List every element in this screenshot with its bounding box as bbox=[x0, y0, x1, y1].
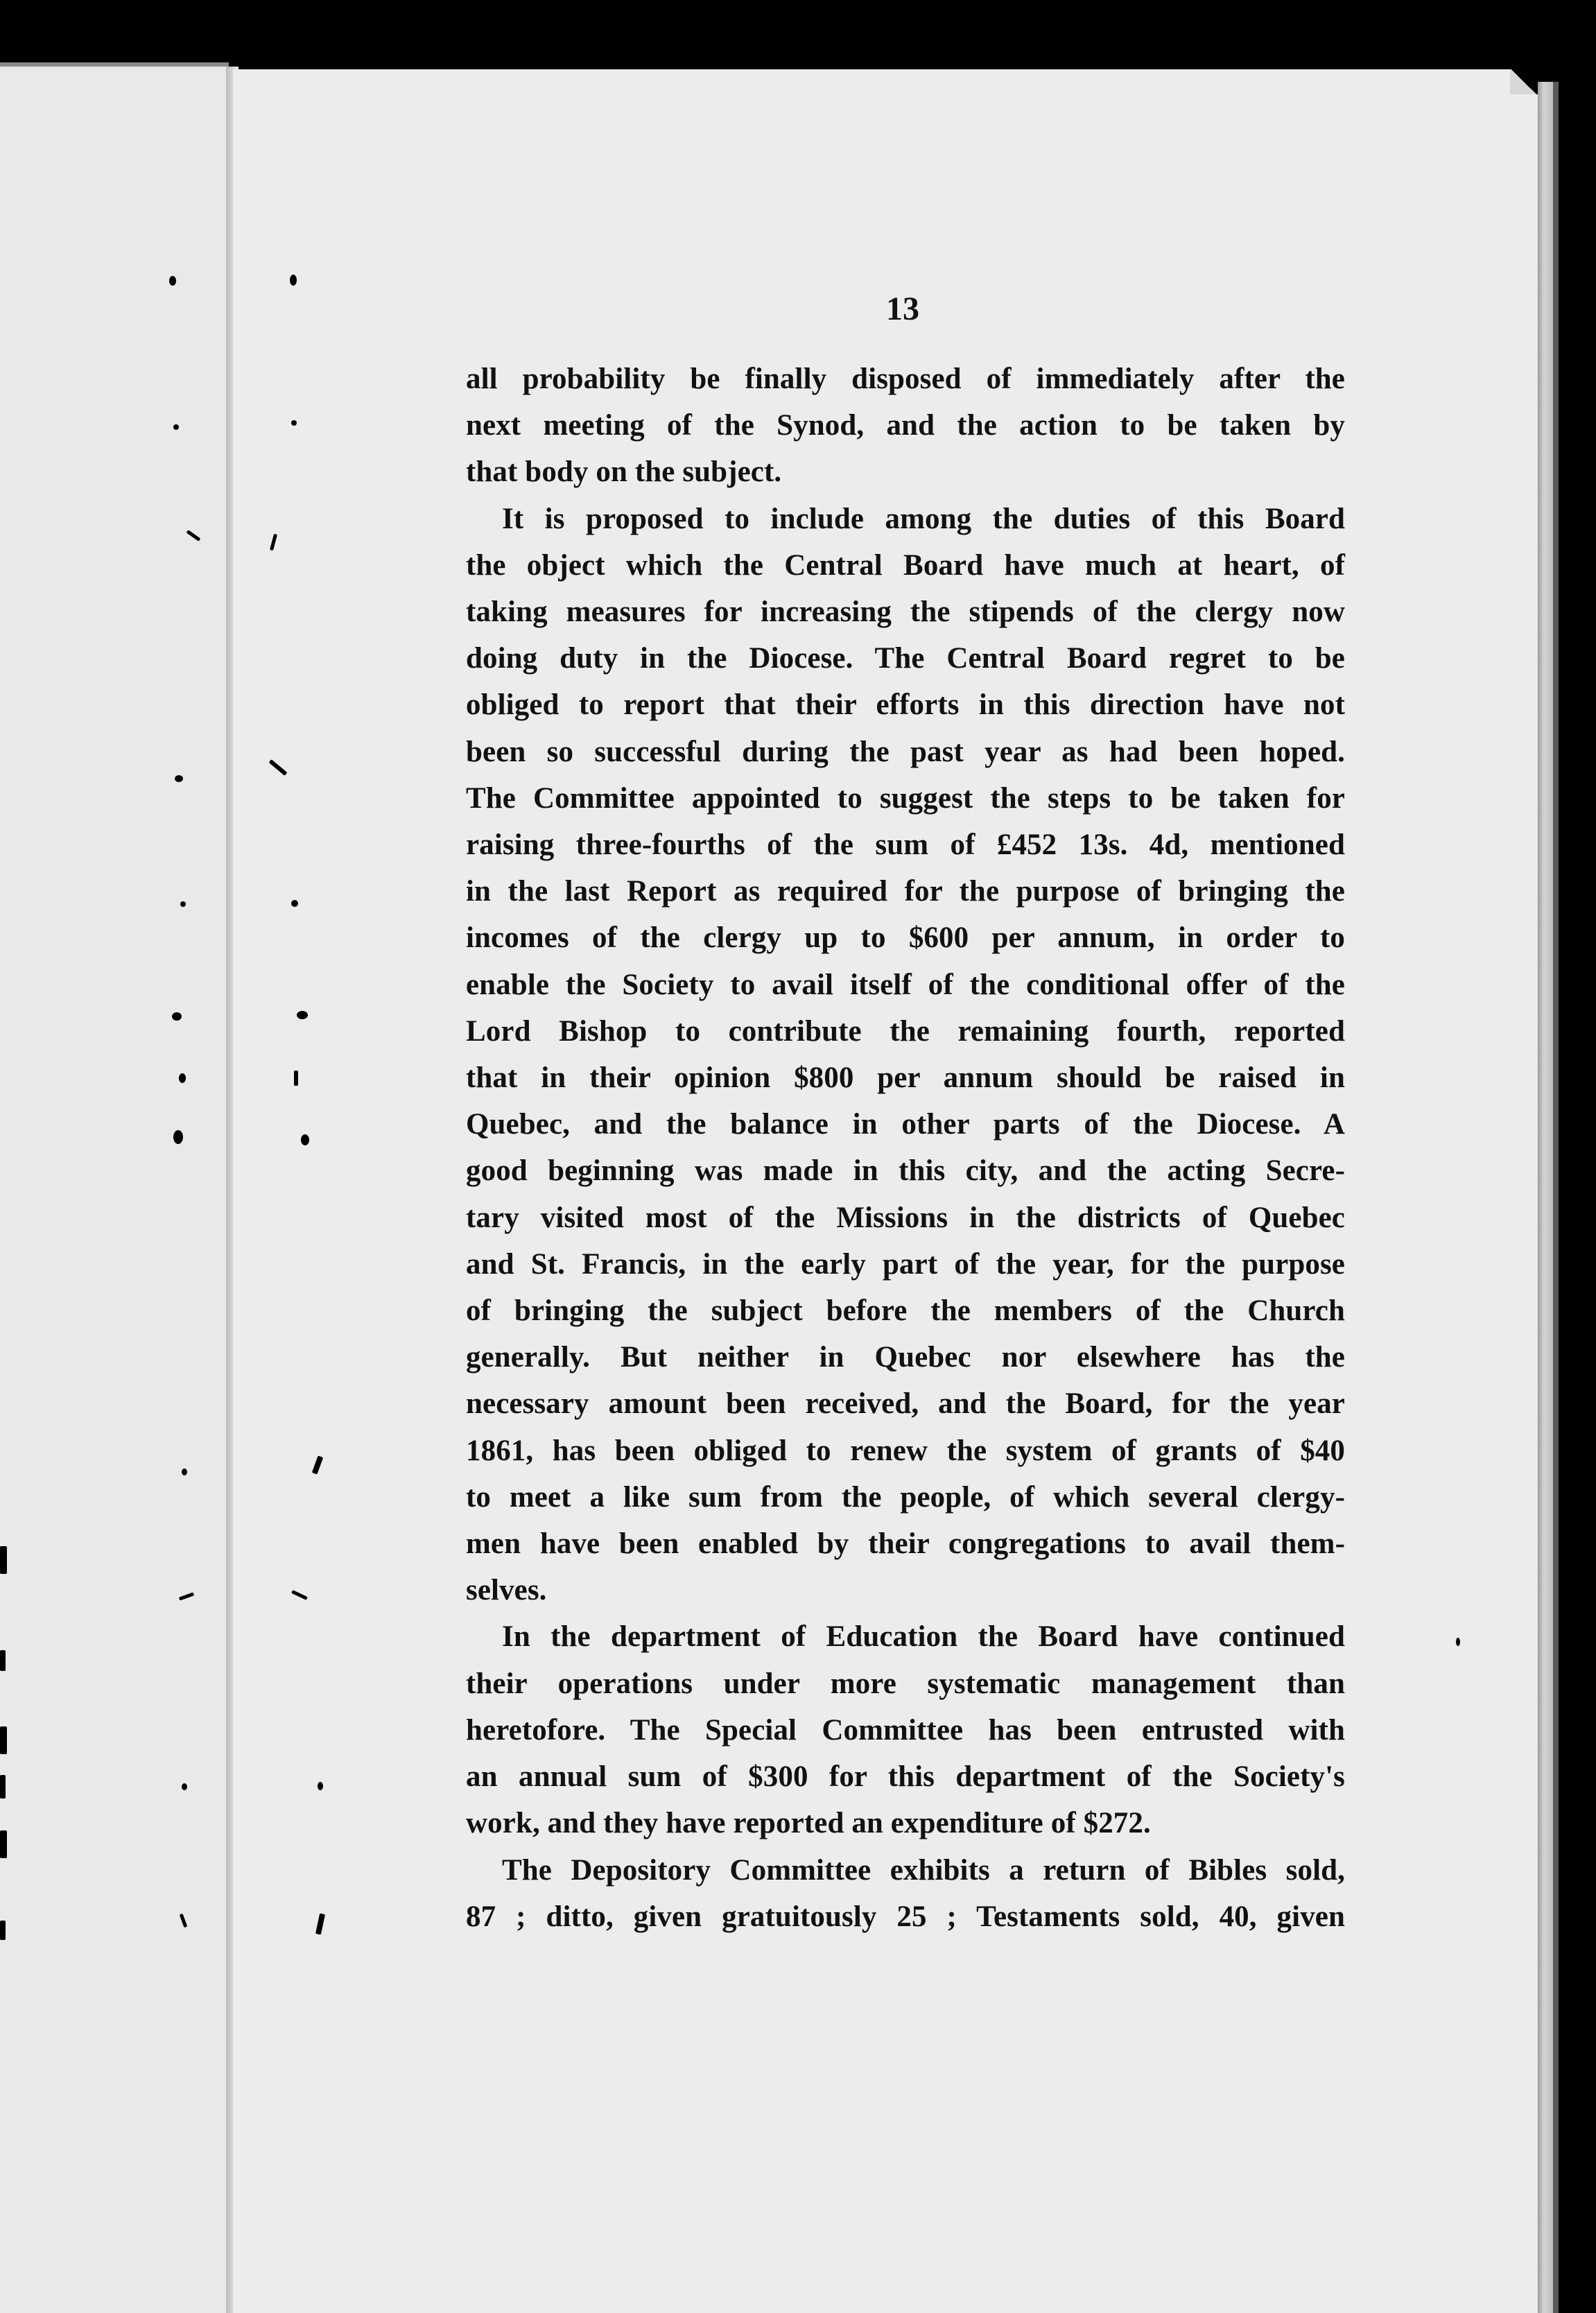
text-line: obliged to report that their efforts in this direction have not bbox=[466, 688, 1345, 722]
margin-mark bbox=[854, 10, 864, 19]
margin-mark bbox=[291, 900, 298, 907]
body-text bbox=[466, 356, 1345, 1940]
page-corner-fold bbox=[1510, 69, 1538, 94]
margin-mark bbox=[172, 1012, 182, 1021]
left-page-text-fragment bbox=[0, 1650, 6, 1671]
margin-mark bbox=[291, 420, 297, 426]
text-line: Lord Bishop to contribute the remaining fourth, reported bbox=[466, 1014, 1345, 1048]
text-line: to meet a like sum from the people, of which several clergy- bbox=[466, 1480, 1345, 1514]
margin-mark bbox=[179, 1073, 186, 1083]
text-line: that in their opinion $800 per annum should be raised in bbox=[466, 1062, 1345, 1095]
page-number: 13 bbox=[886, 291, 919, 327]
text-line: selves. bbox=[466, 1574, 547, 1607]
margin-mark bbox=[169, 276, 176, 286]
left-page-text-fragment bbox=[0, 1726, 7, 1754]
text-line: 87 ; ditto, given gratuitously 25 ; Testaments sold, 40, given bbox=[466, 1900, 1345, 1933]
text-line: raising three-fourths of the sum of £452 13s. 4d, mentioned bbox=[466, 829, 1345, 862]
text-line: men have been enabled by their congregations to avail them- bbox=[466, 1527, 1345, 1561]
text-line: generally. But neither in Quebec nor elsewhere has the bbox=[466, 1341, 1345, 1374]
left-page bbox=[0, 67, 229, 2313]
text-line: an annual sum of $300 for this department of the Society's bbox=[466, 1760, 1345, 1794]
text-line: doing duty in the Diocese. The Central Board regret to be bbox=[466, 642, 1345, 675]
text-line: 1861, has been obliged to renew the system of grants of $40 bbox=[466, 1434, 1345, 1467]
text-line: incomes of the clergy up to $600 per annum, in order to bbox=[466, 921, 1345, 955]
margin-mark bbox=[180, 901, 186, 907]
margin-mark bbox=[173, 424, 179, 430]
margin-mark bbox=[182, 1783, 187, 1790]
text-line: the object which the Central Board have much at heart, of bbox=[466, 548, 1345, 582]
text-line: The Depository Committee exhibits a return of Bibles sold, bbox=[502, 1853, 1345, 1887]
text-line: The Committee appointed to suggest the steps to be taken for bbox=[466, 781, 1345, 815]
text-line: their operations under more systematic management than bbox=[466, 1667, 1345, 1700]
margin-mark bbox=[301, 1134, 309, 1145]
margin-mark bbox=[290, 275, 297, 286]
text-line: all probability be finally disposed of immediately after the bbox=[466, 363, 1345, 395]
text-line: taking measures for increasing the stipends of the clergy now bbox=[466, 596, 1345, 629]
text-line: of bringing the subject before the members of the Church bbox=[466, 1294, 1345, 1328]
left-page-text-fragment bbox=[0, 1830, 7, 1858]
margin-mark bbox=[297, 1011, 308, 1019]
text-line: that body on the subject. bbox=[466, 456, 782, 489]
text-line: tary visited most of the Missions in the districts of Quebec bbox=[466, 1201, 1345, 1234]
margin-mark bbox=[182, 1469, 187, 1475]
margin-mark bbox=[294, 1071, 298, 1086]
text-line: It is proposed to include among the duties of this Board bbox=[502, 502, 1345, 535]
margin-mark bbox=[173, 1130, 183, 1144]
right-page-edge bbox=[1538, 82, 1553, 2313]
margin-mark bbox=[175, 775, 183, 782]
text-line: good beginning was made in this city, and the acting Secre- bbox=[466, 1154, 1345, 1188]
left-page-text-fragment bbox=[0, 1921, 6, 1940]
text-line: and St. Francis, in the early part of the year, for the purpose bbox=[466, 1247, 1345, 1281]
text-line: work, and they have reported an expenditure of $272. bbox=[466, 1807, 1151, 1840]
text-line: enable the Society to avail itself of the conditional offer of the bbox=[466, 968, 1345, 1001]
margin-mark bbox=[318, 1782, 323, 1790]
text-line: In the department of Education the Board have continued bbox=[502, 1620, 1345, 1654]
right-page-edge-shadow bbox=[1553, 82, 1559, 2313]
text-line: heretofore. The Special Committee has been entrusted with bbox=[466, 1713, 1345, 1747]
margin-mark bbox=[419, 15, 427, 22]
left-page-text-fragment bbox=[0, 1546, 7, 1574]
text-line: in the last Report as required for the purpose of bringing the bbox=[466, 875, 1345, 908]
text-line: necessary amount been received, and the Board, for the year bbox=[466, 1387, 1345, 1421]
text-line: Quebec, and the balance in other parts of the Diocese. A bbox=[466, 1108, 1345, 1141]
text-line: been so successful during the past year as had been hoped. bbox=[466, 735, 1345, 768]
text-line: next meeting of the Synod, and the action to be taken by bbox=[466, 409, 1345, 442]
left-page-text-fragment bbox=[0, 1775, 6, 1799]
margin-mark bbox=[1456, 1638, 1460, 1646]
